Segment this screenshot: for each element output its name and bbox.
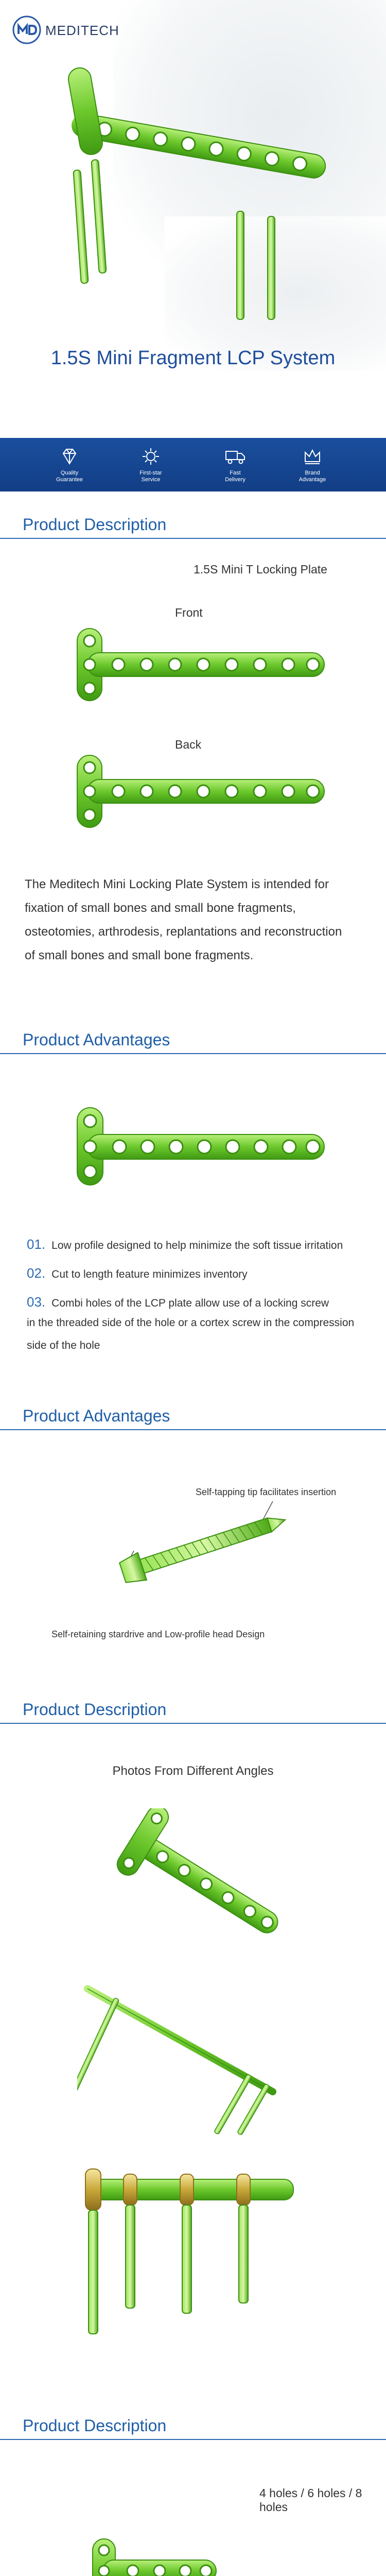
feature-quality [31,438,108,492]
section-divider [0,2439,386,2440]
section-divider [0,538,386,539]
feature-service [112,438,189,492]
feature-delivery-label1: Fast [230,470,241,476]
description-line-2: fixation of small bones and small bone fragments, [25,901,296,915]
advantage-item-2 [27,1265,248,1281]
feature-brand-label1: Brand [305,470,320,476]
section-title: Product Description [23,1700,167,1719]
feature-delivery-label2: Delivery [225,477,245,483]
section-header-advantages-2 [0,1401,386,1427]
meditech-logo-icon [12,15,41,44]
brand-name: MEDITECH [45,23,119,38]
feature-service-label2: Service [141,477,161,483]
advantage-number: 03. [27,1294,46,1310]
holes-label: 4 holes / 6 holes / 8 holes [259,2486,362,2514]
diamond-icon [59,446,80,467]
feature-brand-label2: Advantage [299,477,326,483]
plate-angle-photo-2 [77,1973,304,2138]
feature-delivery [197,438,274,492]
feature-quality-label2: Guarantee [56,477,83,483]
section-divider [0,1053,386,1054]
t-plate-advantages-image [72,1103,329,1190]
advantage-text: Combi holes of the LCP plate allow use of a locking screw [51,1297,329,1309]
section-title: Product Description [23,515,167,534]
locking-screw-image [103,1494,309,1597]
advantage-item-3 [27,1294,329,1310]
advantage-text: Low profile designed to help minimize the soft tissue irritation [51,1240,343,1251]
plate-angle-photo-3 [77,2143,304,2339]
section-header-description-2 [0,1695,386,1721]
feature-quality-label1: Quality [60,470,79,476]
photos-subtitle: Photos From Different Angles [112,1764,274,1778]
section-header-advantages-1 [0,1025,386,1051]
plate-angle-photo-1 [108,1808,293,1958]
advantage-text: Cut to length feature minimizes inventory [51,1268,248,1280]
t-plate-back-image [72,750,329,833]
callout-tip: Self-tapping tip facilitates insertion [196,1487,337,1497]
feature-brand [274,438,351,492]
truck-icon [224,446,247,467]
plate-name: 1.5S Mini T Locking Plate [194,563,327,576]
advantage-item-3-line-3: side of the hole [27,1340,100,1351]
section-divider [0,1429,386,1430]
callout-head: Self-retaining stardrive and Low-profile head Design [51,1629,265,1639]
back-label: Back [175,738,202,751]
hero-banner [0,0,386,435]
front-label: Front [175,606,203,619]
advantage-number: 01. [27,1236,46,1252]
crown-icon [302,446,323,467]
t-plate-4-holes-image [87,2535,221,2576]
description-line-3: osteotomies, arthrodesis, replantations and reconstruction [25,925,342,939]
feature-band [0,438,386,492]
t-plate-front-image [72,623,329,706]
gear-badge-icon [141,446,161,467]
advantage-number: 02. [27,1265,46,1281]
section-divider [0,1723,386,1724]
advantage-item-1 [27,1236,343,1252]
hero-plate-illustration [62,62,386,330]
advantage-item-3-line-2: in the threaded side of the hole or a cortex screw in the compression [27,1317,355,1329]
description-line-4: of small bones and small bone fragments. [25,948,254,962]
hero-title: 1.5S Mini Fragment LCP System [50,347,336,369]
section-title: Product Advantages [23,1406,170,1425]
feature-service-label1: First-star [139,470,162,476]
description-line-1: The Meditech Mini Locking Plate System is intended for [25,877,329,891]
section-header-description-1 [0,510,386,536]
section-header-description-3 [0,2411,386,2437]
section-title: Product Description [23,2416,167,2435]
section-title: Product Advantages [23,1030,170,1049]
